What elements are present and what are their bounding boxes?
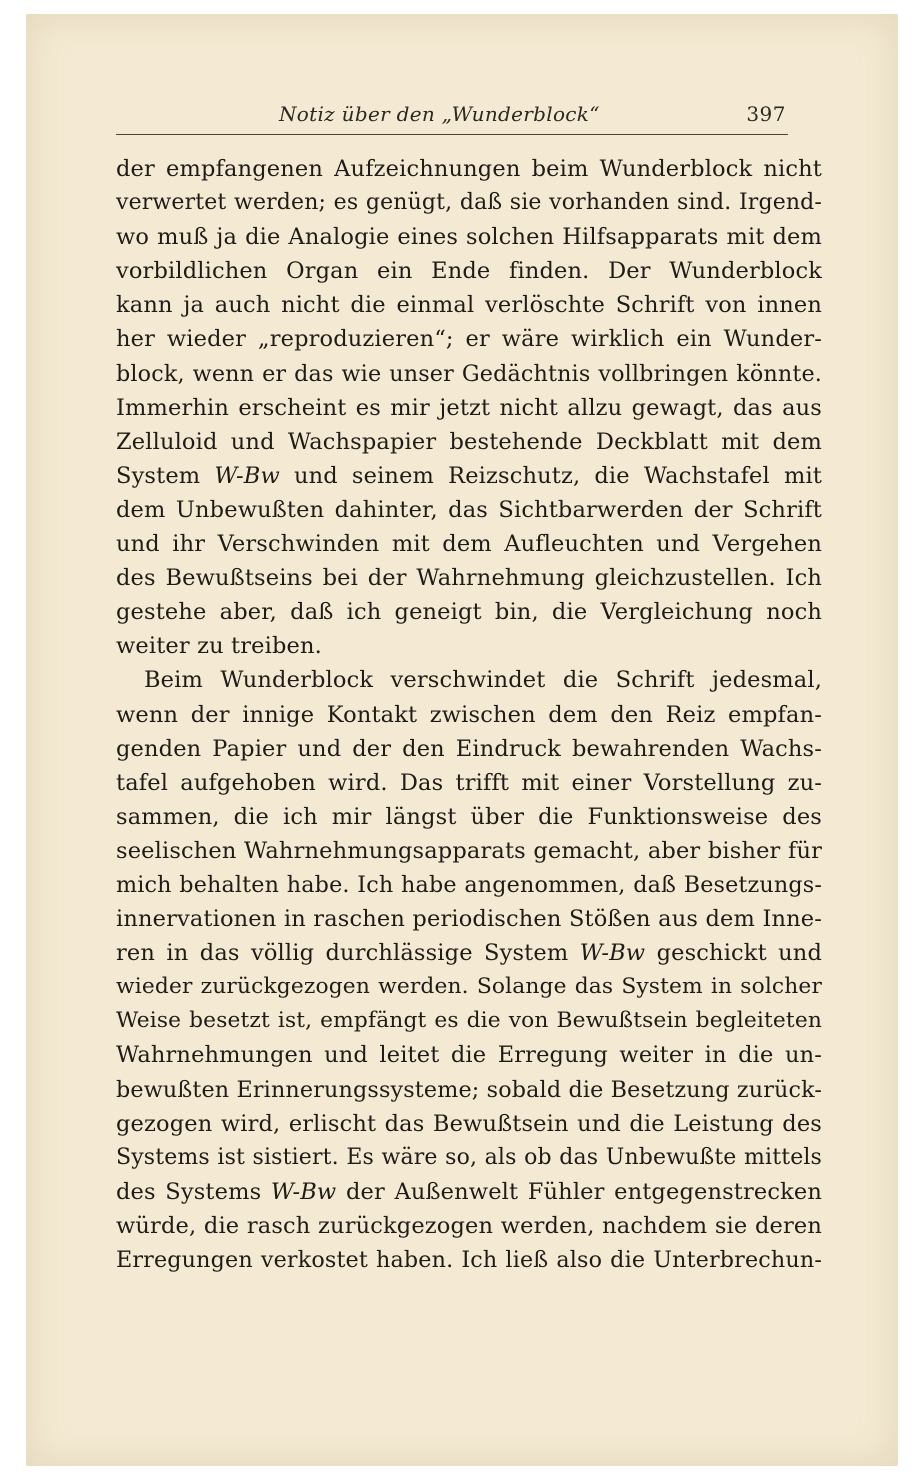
page-header xyxy=(114,102,814,132)
text-line: block, wenn er das wie unser Gedächtnis vollbringen könnte. xyxy=(116,360,822,387)
text-line: mich behalten habe. Ich habe angenommen, daß Besetzungs- xyxy=(116,871,822,898)
text-line: ren in das völlig durchlässige System W-Bw geschickt und xyxy=(116,940,822,967)
header-rule xyxy=(116,134,788,135)
text-line: System W-Bw und seinem Reizschutz, die Wachstafel mit xyxy=(116,462,822,489)
text-line: her wieder „reproduzieren“; er wäre wirklich ein Wunder- xyxy=(116,326,822,353)
text-line: sammen, die ich mir längst über die Funktionsweise des xyxy=(116,803,822,830)
text-line: innervationen in raschen periodischen Stößen aus dem Inne- xyxy=(116,906,822,933)
text-line: der empfangenen Aufzeichnungen beim Wunderblock nicht xyxy=(116,156,822,182)
text-line: Immerhin erscheint es mir jetzt nicht allzu gewagt, das aus xyxy=(116,394,822,421)
text-line: wenn der innige Kontakt zwischen dem den Reiz empfan- xyxy=(116,701,822,728)
text-line: genden Papier und der den Eindruck bewahrenden Wachs- xyxy=(116,735,822,762)
text-line: seelischen Wahrnehmungsapparats gemacht, aber bisher für xyxy=(116,837,822,864)
text-line: tafel aufgehoben wird. Das trifft mit einer Vorstellung zu- xyxy=(116,769,822,796)
text-line: Weise besetzt ist, empfängt es die von Bewußtsein begleiteten xyxy=(116,1008,822,1034)
text-line: wieder zurückgezogen werden. Solange das System in solcher xyxy=(116,974,822,1000)
text-line: wo muß ja die Analogie eines solchen Hilfsapparats mit dem xyxy=(116,224,822,251)
text-line: vorbildlichen Organ ein Ende finden. Der Wunderblock xyxy=(116,258,822,285)
text-line: Wahrnehmungen und leitet die Erregung weiter in die un- xyxy=(116,1042,822,1069)
text-line: Beim Wunderblock verschwindet die Schrift jedesmal, xyxy=(144,667,822,694)
text-line: gezogen wird, erlischt das Bewußtsein und die Leistung des xyxy=(116,1110,822,1137)
text-line: des Bewußtseins bei der Wahrnehmung gleichzustellen. Ich xyxy=(116,565,822,592)
text-line: verwertet werden; es genügt, daß sie vorhanden sind. Irgend- xyxy=(116,190,822,216)
text-line: gestehe aber, daß ich geneigt bin, die Vergleichung noch xyxy=(116,599,822,626)
book-page xyxy=(26,14,898,1466)
text-line: und ihr Verschwinden mit dem Aufleuchten und Vergehen xyxy=(116,531,822,558)
text-line: dem Unbewußten dahinter, das Sichtbarwerden der Schrift xyxy=(116,496,822,523)
text-line: Systems ist sistiert. Es wäre so, als ob das Unbewußte mittels xyxy=(116,1144,822,1170)
text-line: Zelluloid und Wachspapier bestehende Deckblatt mit dem xyxy=(116,428,822,455)
page-number: 397 xyxy=(746,102,786,126)
text-line: würde, die rasch zurückgezogen werden, nachdem sie deren xyxy=(116,1212,822,1239)
text-line: kann ja auch nicht die einmal verlöschte Schrift von innen xyxy=(116,292,822,319)
text-line: bewußten Erinnerungssysteme; sobald die Besetzung zurück- xyxy=(116,1076,823,1103)
text-line: des Systems W-Bw der Außenwelt Fühler entgegenstrecken xyxy=(116,1178,823,1205)
body-text xyxy=(116,152,822,1277)
running-title: Notiz über den „Wunderblock“ xyxy=(279,102,600,126)
text-line: Erregungen verkostet haben. Ich ließ also die Unterbrechun- xyxy=(116,1247,822,1273)
text-line: weiter zu treiben. xyxy=(116,633,322,660)
